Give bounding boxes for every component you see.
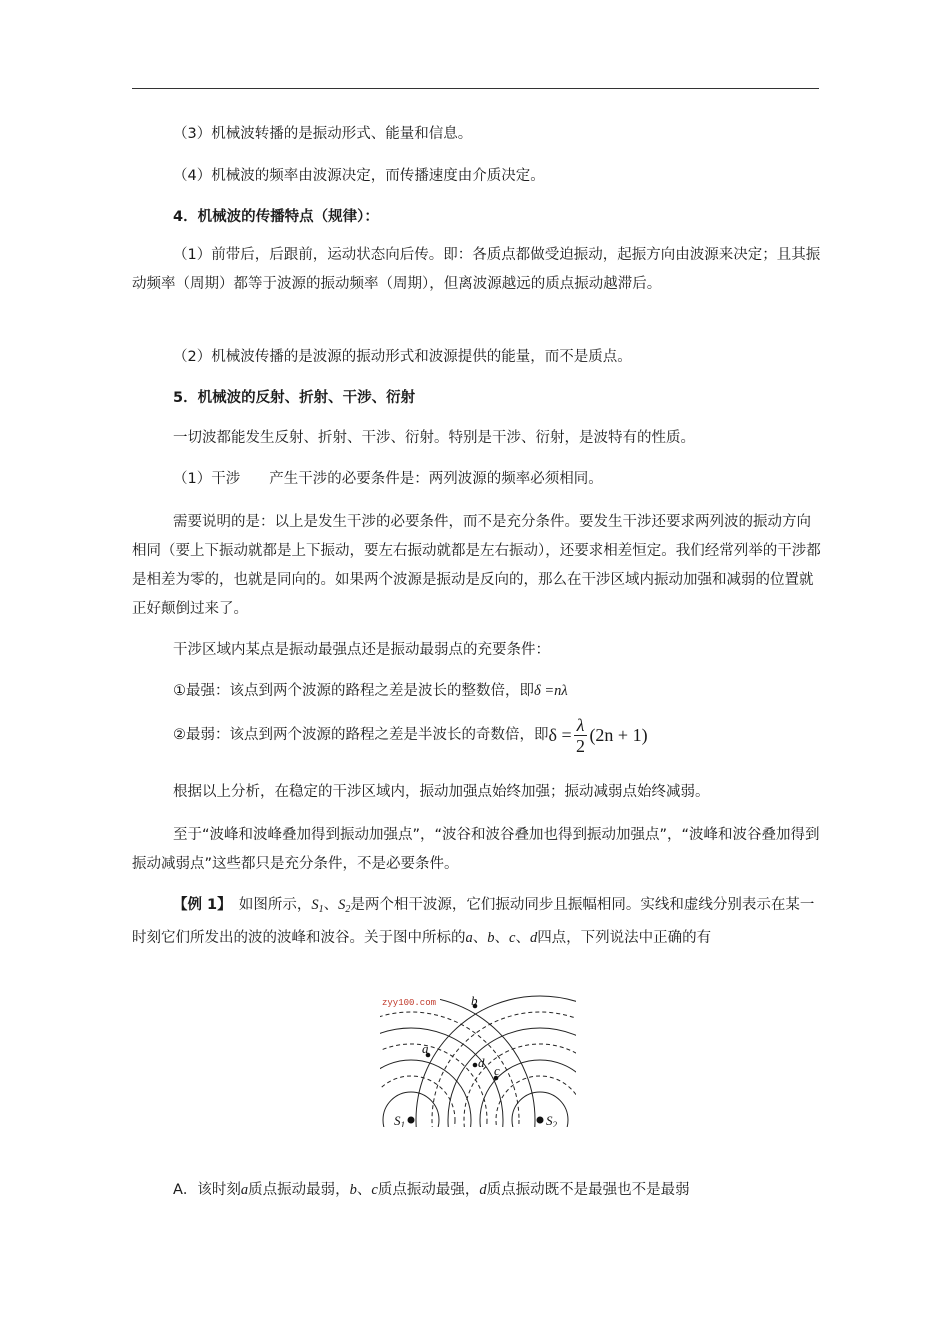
fig-label-b: b (471, 995, 478, 1008)
section-heading-5: 5．机械波的反射、折射、干涉、衍射 (173, 390, 416, 406)
example-text-c: 四点，下列说法中正确的有 (537, 930, 712, 946)
paragraph-stable: 根据以上分析，在稳定的干涉区域内，振动加强点始终加强；振动减弱点始终减弱。 (173, 784, 710, 800)
example-text-b: 是两个相干波源，它们振动同步且振幅相同。实线和虚线分别表示在某一时刻它们所发出的波的波峰和波谷。关于图中所标的 (132, 897, 815, 946)
paragraph-propagation-2: （2）机械波传播的是波源的振动形式和波源提供的能量，而不是质点。 (173, 349, 632, 365)
example-sep: 、 (323, 897, 339, 913)
example-1-question: 【例 1】 如图所示，$S_1$、$S_2$是两个相干波源，它们振动同步且振幅相同。实线和虚线分别表示在某一时刻它们所发出的波的波峰和波谷。关于图中所标的a、b、c、d四点，下列说法中正确的有 (132, 897, 815, 946)
figure-points (408, 1004, 544, 1124)
interference-figure (380, 995, 576, 1127)
weakest-text: ②最弱：该点到两个波源的路程之差是半波长的奇数倍，即 (173, 727, 549, 743)
strongest-text: ①最强：该点到两个波源的路程之差是波长的整数倍，即 (173, 683, 534, 699)
point-d (473, 1063, 478, 1068)
example-tag: 【例 1】 (173, 897, 225, 913)
paragraph-interference: （1）干涉 产生干涉的必要条件是：两列波源的频率必须相同。 (173, 471, 603, 487)
paragraph-strongest (132, 681, 822, 701)
weakest-formula-rhs: (2n + 1) (589, 725, 648, 745)
label-c: c (509, 930, 516, 946)
paragraph-4: （4）机械波的频率由波源决定，而传播速度由介质决定。 (173, 168, 545, 184)
label-d: d (529, 930, 538, 946)
watermark-text: zyy100.com (382, 998, 437, 1008)
paragraph-all-waves: 一切波都能发生反射、折射、干涉、衍射。特别是干涉、衍射，是波特有的性质。 (173, 430, 695, 446)
source-s1 (408, 1117, 415, 1124)
fraction-denominator: 2 (576, 735, 586, 756)
s1-symbol: $S_1$ (311, 897, 324, 915)
source-s2 (537, 1117, 544, 1124)
s2-symbol: $S_2$ (338, 897, 351, 915)
paragraph-condition: 干涉区域内某点是振动最强点还是振动最弱点的充要条件： (173, 642, 550, 658)
label-b: b (487, 930, 495, 946)
fig-label-a: a (422, 1041, 429, 1056)
fig-label-c: c (494, 1063, 500, 1078)
paragraph-3: （3）机械波转播的是振动形式、能量和信息。 (173, 126, 473, 142)
s2-wave-crests (416, 996, 576, 1127)
option-a: A．该时刻a质点振动最弱，b、c质点振动最强，d质点振动既不是最强也不是最弱 (173, 1182, 690, 1198)
paragraph-weakest (132, 713, 822, 757)
label-a: a (465, 930, 473, 946)
fig-label-d: d (478, 1055, 485, 1070)
example-text-a: 如图所示， (224, 897, 312, 913)
strongest-formula: δ =nλ (534, 683, 568, 699)
weakest-formula-lhs: δ = (548, 725, 572, 745)
paragraph-explanation: 需要说明的是：以上是发生干涉的必要条件，而不是充分条件。要发生干涉还要求两列波的振动方向相同（要上下振动就都是上下振动，要左右振动就都是左右振动），还要求相差恒定。我们经常列举的干涉都是相差为零的，也就是同向的。如果两个波源是振动是反向的，那么在干涉区域内振动加强和减弱的位置就正好颠倒过来了。 (132, 514, 821, 617)
header-rule (132, 88, 819, 89)
paragraph-propagation-1: （1）前带后，后跟前，运动状态向后传。即：各质点都做受迫振动，起振方向由波源来决定；且其振动频率（周期）都等于波源的振动频率（周期），但离波源越远的质点振动越滞后。 (132, 247, 821, 292)
fig-label-s2: $S_2$ (546, 1113, 557, 1127)
fig-label-s1: $S_1$ (394, 1113, 405, 1127)
paragraph-sufficient: 至于“波峰和波峰叠加得到振动加强点”，“波谷和波谷叠加也得到振动加强点”，“波峰和波谷叠加得到振动减弱点”这些都只是充分条件，不是必要条件。 (132, 827, 820, 872)
weakest-fraction (574, 715, 588, 756)
section-heading-4: 4．机械波的传播特点（规律）： (173, 209, 379, 225)
fraction-numerator: λ (574, 715, 588, 736)
